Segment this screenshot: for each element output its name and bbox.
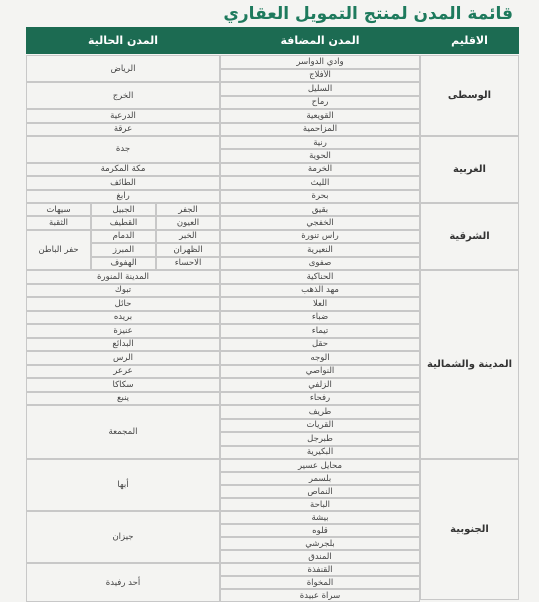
current-city: مكة المكرمة	[26, 163, 220, 176]
added-city: طبرجل	[220, 432, 420, 446]
added-city: مهد الذهب	[220, 284, 420, 298]
region-madinah-north: المدينة والشمالية	[420, 270, 519, 459]
added-city: بحرة	[220, 190, 420, 203]
header-added-cities: المدن المضافة	[280, 34, 360, 47]
added-city: رماح	[220, 96, 420, 110]
current-city: الجفر	[156, 203, 220, 216]
added-city: رفحاء	[220, 392, 420, 406]
added-city: وادي الدواسر	[220, 55, 420, 69]
region-southern: الجنوبية	[420, 459, 519, 600]
current-city: الطائف	[26, 176, 220, 189]
added-city: ضباء	[220, 311, 420, 325]
current-city: سيهات	[26, 203, 91, 216]
header-current-cities: المدن الحالية	[87, 34, 159, 47]
current-city: أبها	[26, 459, 220, 511]
current-city: ينبع	[26, 392, 220, 406]
added-city: طريف	[220, 405, 420, 419]
current-city: الهفوف	[91, 257, 156, 270]
added-city: محايل عسير	[220, 459, 420, 472]
current-city: حائل	[26, 297, 220, 311]
current-city: الظهران	[156, 243, 220, 256]
added-city: الباحة	[220, 498, 420, 511]
current-city: عنيزة	[26, 324, 220, 338]
current-city: عرقة	[26, 123, 220, 137]
current-city: جيزان	[26, 511, 220, 563]
current-city: المجمعة	[26, 405, 220, 459]
added-city: بقيق	[220, 203, 420, 216]
region-central: الوسطى	[420, 55, 519, 136]
added-city: حقل	[220, 338, 420, 352]
current-city: الدمام	[91, 230, 156, 243]
current-city: القطيف	[91, 216, 156, 229]
current-city: المبرز	[91, 243, 156, 256]
added-city: رنية	[220, 136, 420, 149]
added-city: النعيرية	[220, 243, 420, 256]
current-city: تبوك	[26, 284, 220, 298]
added-city: القريات	[220, 419, 420, 433]
added-city: الليث	[220, 176, 420, 189]
added-city: السليل	[220, 82, 420, 96]
current-city: الخبر	[156, 230, 220, 243]
added-city: بيشة	[220, 511, 420, 524]
added-city: المخواة	[220, 576, 420, 589]
added-city: بلسمر	[220, 472, 420, 485]
added-city: الحناكية	[220, 270, 420, 284]
added-city: البكيرية	[220, 446, 420, 460]
added-city: الحوية	[220, 149, 420, 162]
region-western: الغربية	[420, 136, 519, 203]
page-title: قائمة المدن لمنتج التمويل العقاري	[223, 4, 513, 24]
added-city: الخرمة	[220, 163, 420, 176]
current-city: المدينة المنورة	[26, 270, 220, 284]
added-city: الأفلاج	[220, 69, 420, 83]
added-city: راس تنورة	[220, 230, 420, 243]
current-city: الدرعية	[26, 109, 220, 123]
added-city: المزاحمية	[220, 123, 420, 137]
added-city: بلجرشي	[220, 537, 420, 550]
current-city: بريده	[26, 311, 220, 325]
added-city: الزلفي	[220, 378, 420, 392]
current-city: العيون	[156, 216, 220, 229]
added-city: الخفجي	[220, 216, 420, 229]
current-city: البدائع	[26, 338, 220, 352]
added-city: القويعية	[220, 109, 420, 123]
current-city: رابغ	[26, 190, 220, 203]
added-city: صفوى	[220, 257, 420, 270]
current-city: جدة	[26, 136, 220, 163]
current-city: أحد رفيدة	[26, 563, 220, 602]
added-city: المندق	[220, 550, 420, 563]
region-eastern: الشرقية	[420, 203, 519, 270]
current-city: حفر الباطن	[26, 230, 91, 270]
current-city: الثقبة	[26, 216, 91, 229]
added-city: تيماء	[220, 324, 420, 338]
added-city: القنفذة	[220, 563, 420, 576]
current-city: سكاكا	[26, 378, 220, 392]
added-city: الوجه	[220, 351, 420, 365]
header-region: الاقليم	[451, 34, 488, 47]
current-city: الخرج	[26, 82, 220, 109]
added-city: سراة عبيدة	[220, 589, 420, 602]
added-city: النواصي	[220, 365, 420, 379]
current-city: عرعر	[26, 365, 220, 379]
added-city: النماص	[220, 485, 420, 498]
current-city: الاحساء	[156, 257, 220, 270]
table-header	[26, 27, 519, 54]
added-city: قلوه	[220, 524, 420, 537]
added-city: العلا	[220, 297, 420, 311]
current-city: الرياض	[26, 55, 220, 82]
current-city: الجبيل	[91, 203, 156, 216]
current-city: الرس	[26, 351, 220, 365]
